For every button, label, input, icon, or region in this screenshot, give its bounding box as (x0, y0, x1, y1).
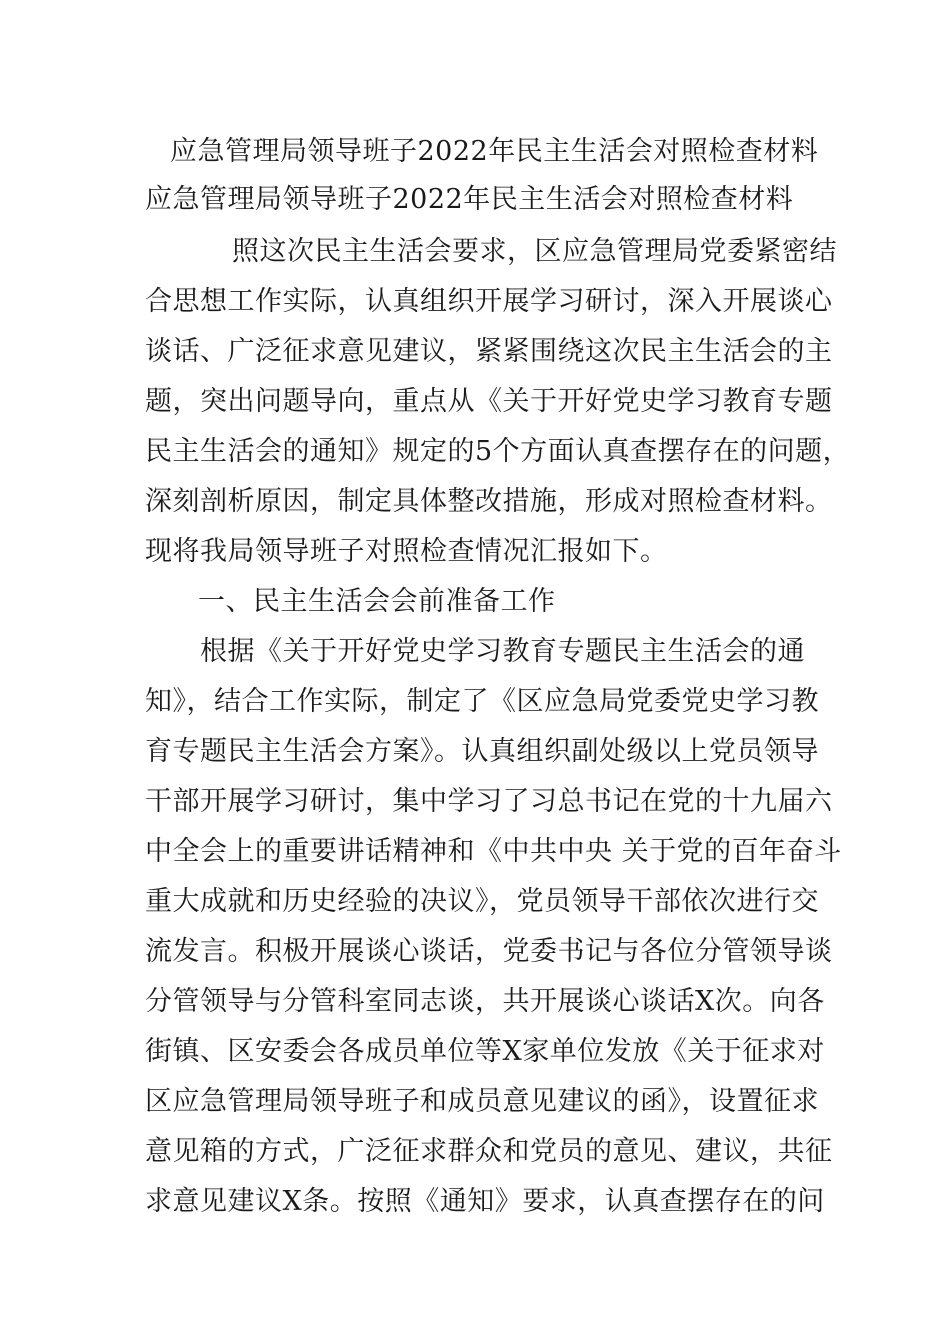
body-line: 题，突出问题导向，重点从《关于开好党史学习教育专题 (145, 386, 833, 417)
body-line: 干部开展学习研讨，集中学习了习总书记在党的十九届六 (145, 786, 833, 817)
body-line: 根据《关于开好党史学习教育专题民主生活会的通 (200, 636, 805, 667)
body-line: 民主生活会的通知》规定的5个方面认真查摆存在的问题， (145, 436, 851, 467)
body-line: 分管领导与分管科室同志谈，共开展谈心谈话X次。向各 (145, 986, 825, 1017)
body-line: 流发言。积极开展谈心谈话，党委书记与各位分管领导谈 (145, 936, 833, 967)
body-line: 谈话、广泛征求意见建议，紧紧围绕这次民主生活会的主 (145, 336, 833, 367)
body-line: 深刻剖析原因，制定具体整改措施，形成对照检查材料。 (145, 486, 833, 517)
document-title-primary: 应急管理局领导班子2022年民主生活会对照检查材料 (170, 136, 819, 167)
body-line: 现将我局领导班子对照检查情况汇报如下。 (145, 536, 668, 567)
body-line: 育专题民主生活会方案》。认真组织副处级以上党员领导 (145, 736, 819, 767)
body-line: 求意见建议X条。按照《通知》要求，认真查摆存在的问 (145, 1186, 825, 1217)
body-line: 区应急管理局领导班子和成员意见建议的函》，设置征求 (145, 1086, 819, 1117)
body-line: 合思想工作实际，认真组织开展学习研讨，深入开展谈心 (145, 286, 833, 317)
body-line: 意见箱的方式，广泛征求群众和党员的意见、建议，共征 (145, 1136, 833, 1167)
body-line: 中全会上的重要讲话精神和《中共中央 关于党的百年奋斗 (145, 836, 842, 867)
body-line: 重大成就和历史经验的决议》，党员领导干部依次进行交 (145, 886, 819, 917)
body-line: 街镇、区安委会各成员单位等X家单位发放《关于征求对 (145, 1036, 825, 1067)
document-title-secondary: 应急管理局领导班子2022年民主生活会对照检查材料 (145, 184, 794, 215)
body-line: 知》，结合工作实际，制定了《区应急局党委党史学习教 (145, 686, 819, 717)
body-line: 照这次民主生活会要求，区应急管理局党委紧密结 (232, 236, 837, 267)
section-heading: 一、民主生活会会前准备工作 (198, 586, 556, 617)
